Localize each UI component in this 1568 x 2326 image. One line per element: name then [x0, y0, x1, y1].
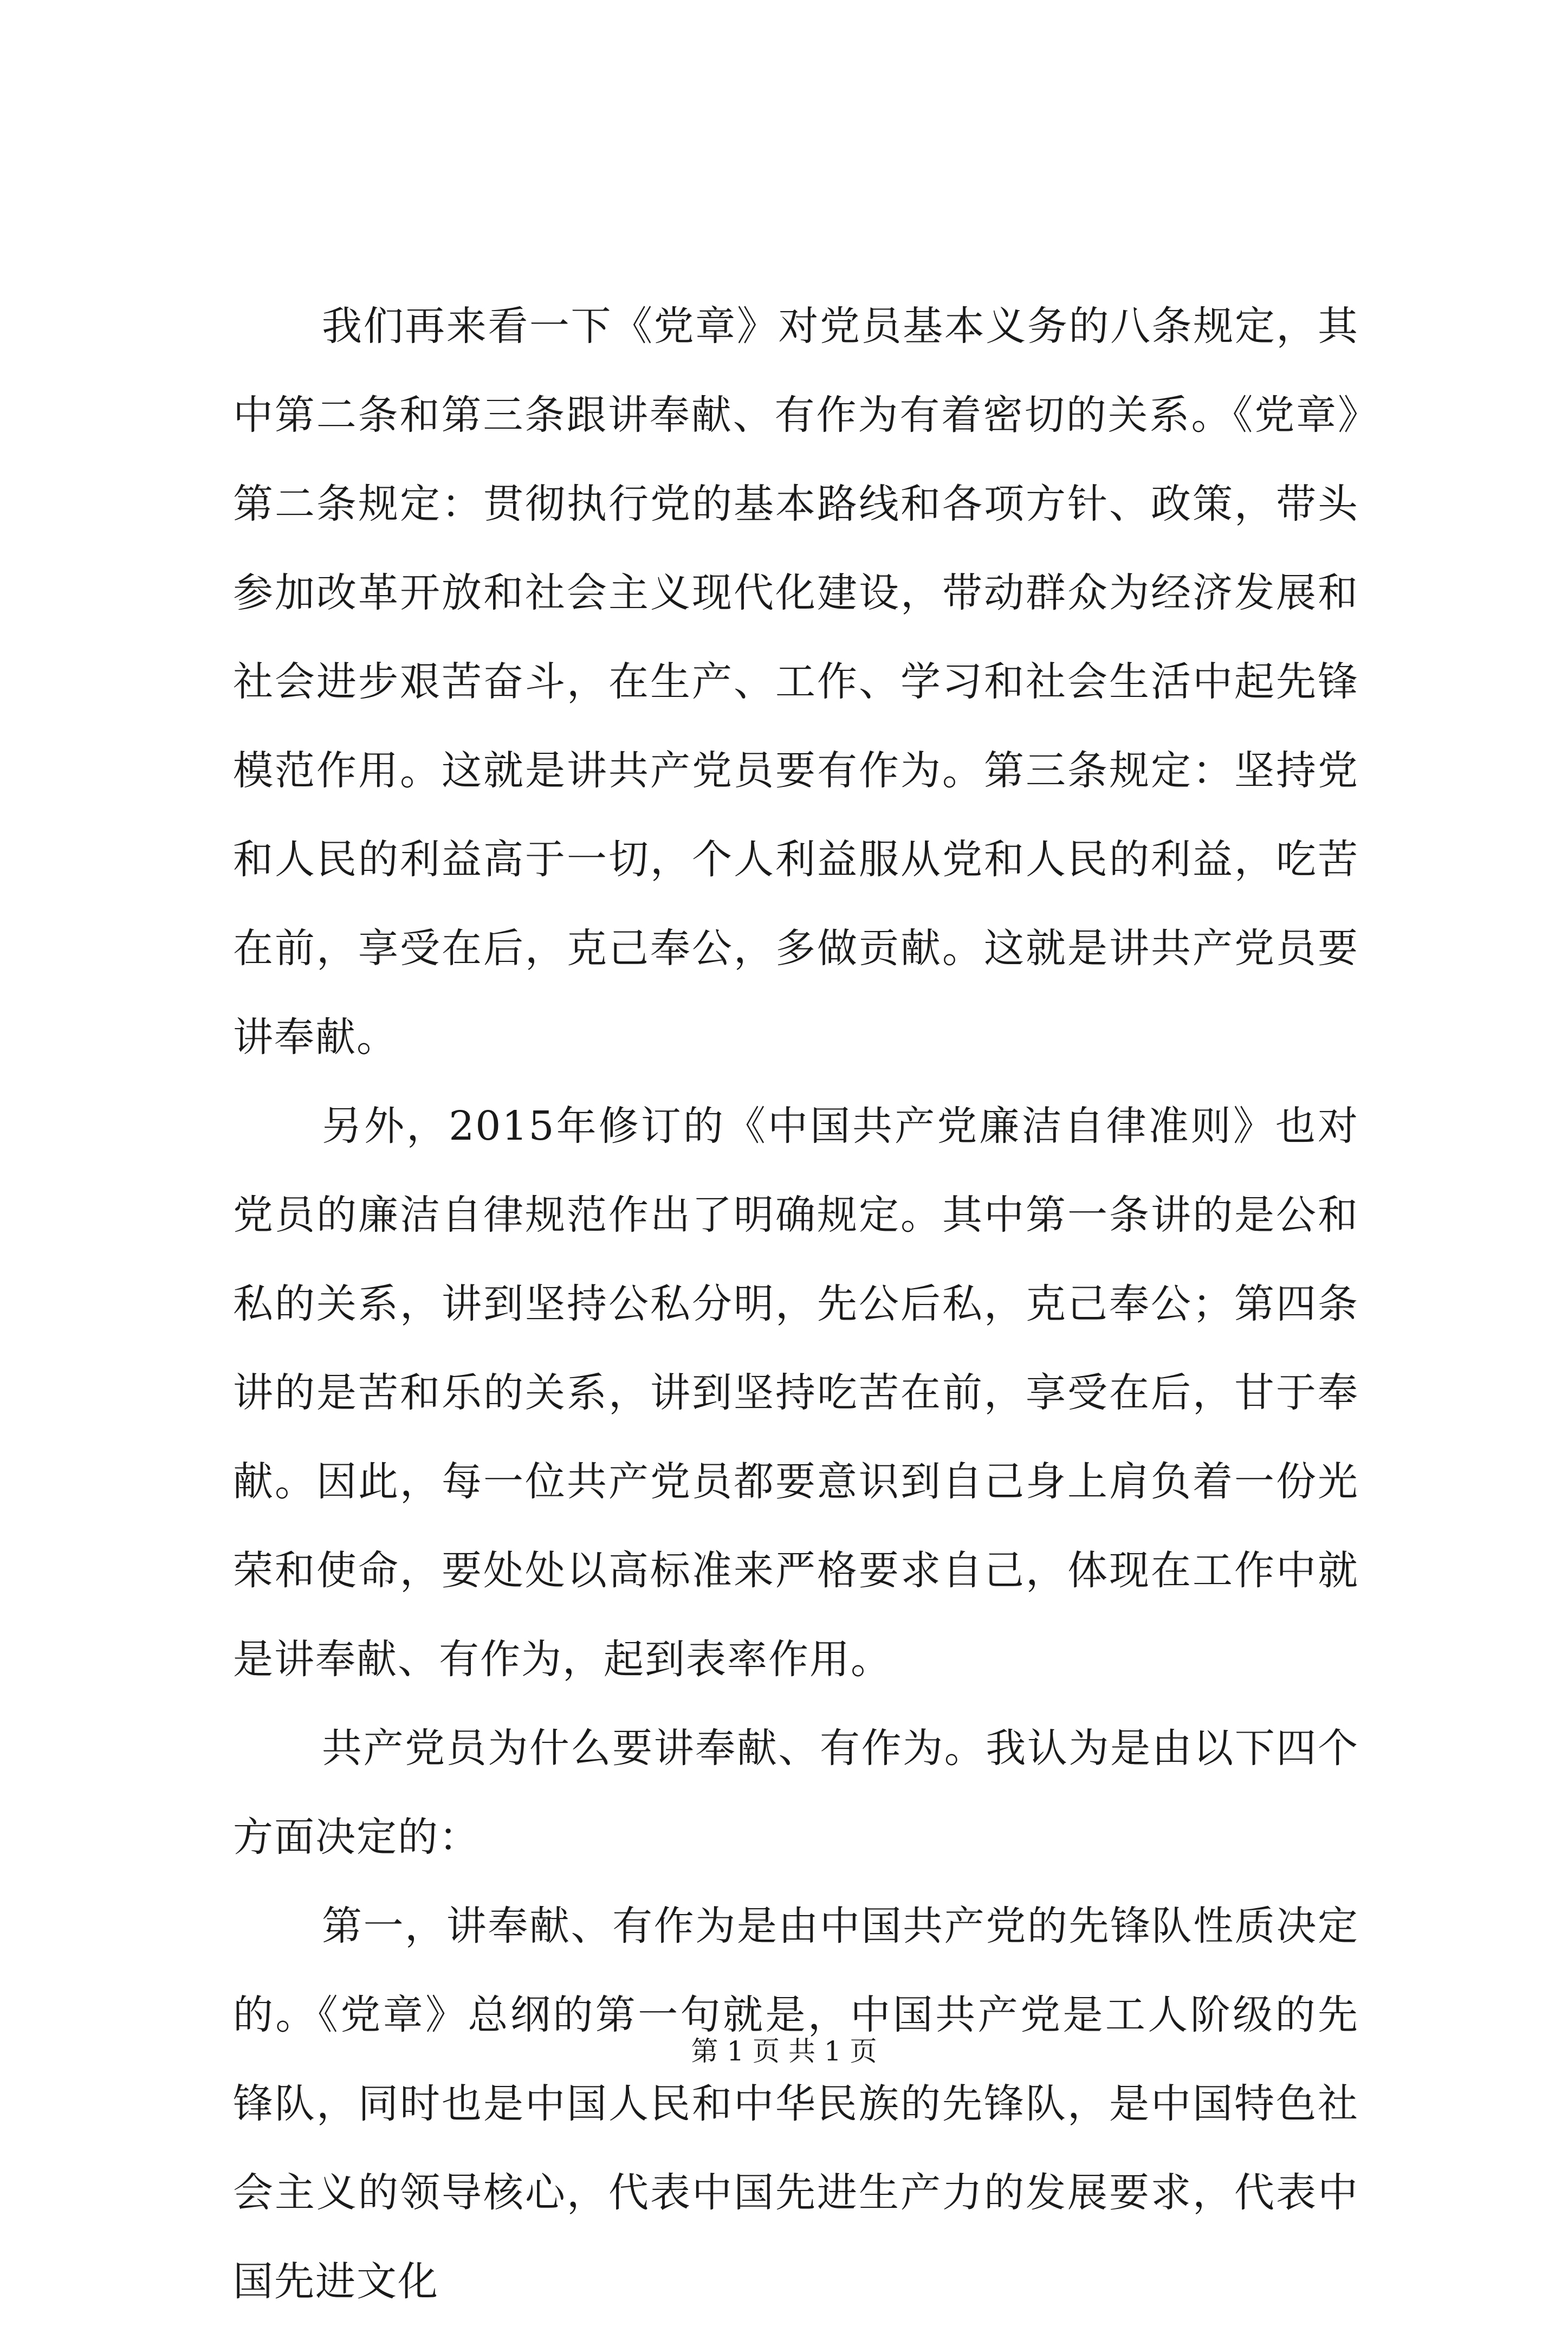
paragraph-4: 第一，讲奉献、有作为是由中国共产党的先锋队性质决定的。《党章》总纲的第一句就是，中国共产党是工人阶级的先锋队，同时也是中国人民和中华民族的先锋队，是中国特色社会主义的领导核心，代表中国先进生产力的发展要求，代表中国先进文化 [233, 1903, 1359, 2305]
page-number-label: 第 1 页 共 1 页 [691, 2036, 877, 2067]
page-footer [0, 2035, 1568, 2067]
paragraph-3: 共产党员为什么要讲奉献、有作为。我认为是由以下四个方面决定的： [233, 1725, 1359, 1860]
paragraph-2: 另外，2015年修订的《中国共产党廉洁自律准则》也对党员的廉洁自律规范作出了明确规定。其中第一条讲的是公和私的关系，讲到坚持公私分明，先公后私，克己奉公；第四条讲的是苦和乐的关系，讲到坚持吃苦在前，享受在后，甘于奉献。因此，每一位共产党员都要意识到自己身上肩负着一份光荣和使命，要处处以高标准来严格要求自己，体现在工作中就是讲奉献、有作为，起到表率作用。 [233, 1103, 1359, 1683]
document-body [233, 282, 1359, 2326]
paragraph-1: 我们再来看一下《党章》对党员基本义务的八条规定，其中第二条和第三条跟讲奉献、有作为有着密切的关系。《党章》第二条规定：贯彻执行党的基本路线和各项方针、政策，带头参加改革开放和社会主义现代化建设，带动群众为经济发展和社会进步艰苦奋斗，在生产、工作、学习和社会生活中起先锋模范作用。这就是讲共产党员要有作为。第三条规定：坚持党和人民的利益高于一切，个人利益服从党和人民的利益，吃苦在前，享受在后，克己奉公，多做贡献。这就是讲共产党员要讲奉献。 [233, 303, 1359, 1061]
